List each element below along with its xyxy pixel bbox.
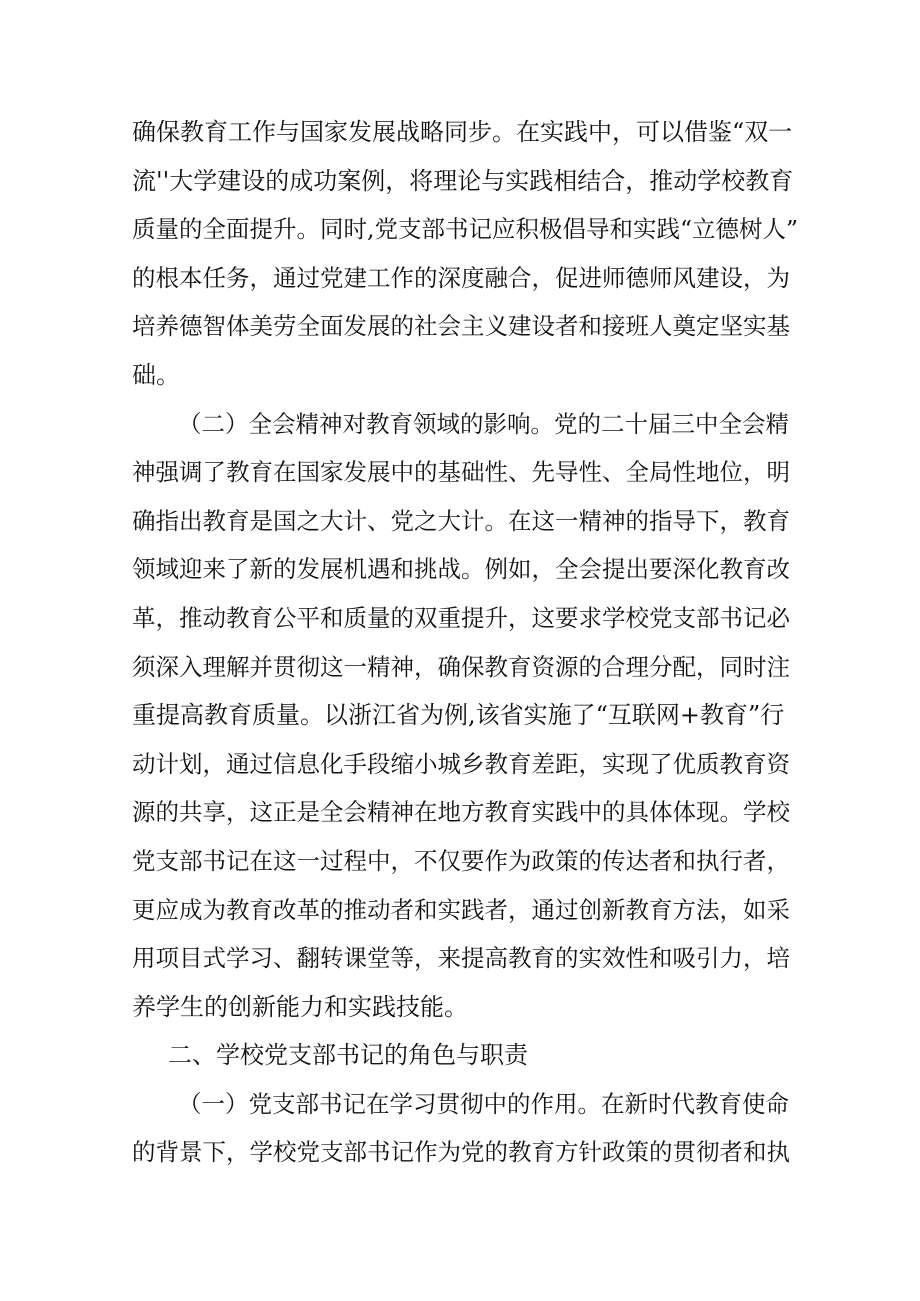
text-line: 养学生的创新能力和实践技能。 [132,992,468,1021]
text-line: 须深入理解并贯彻这一精神，确保教育资源的合理分配，同时注 [132,652,790,681]
text-line: 础。 [132,360,180,389]
text-line: 用项目式学习、翻转课堂等，来提高教育的实效性和吸引力，培 [132,944,790,973]
text-line: 动计划，通过信息化手段缩小城乡教育差距，实现了优质教育资 [132,749,790,778]
text-line: 更应成为教育改革的推动者和实践者，通过创新教育方法，如采 [132,895,790,924]
body-text [132,108,798,1177]
text-line: 确保教育工作与国家发展战略同步。在实践中，可以借鉴“双一 [132,118,793,146]
text-line: 培养德智体美劳全面发展的社会主义建设者和接班人奠定坚实基 [132,312,790,341]
text-line: 的根本任务，通过党建工作的深度融合，促进师德师风建设，为 [132,263,790,292]
text-line: 重提高教育质量。以浙江省为例,该省实施了“互联网+教育”行 [132,701,785,730]
text-line: 质量的全面提升。同时,党支部书记应积极倡导和实践“立德树人” [132,215,798,244]
text-line: 领域迎来了新的发展机遇和挑战。例如，全会提出要深化教育改 [132,555,790,584]
paragraph-start-line: （二）全会精神对教育领域的影响。党的二十届三中全会精 [178,409,789,438]
text-line: 源的共享，这正是全会精神在地方教育实践中的具体体现。学校 [132,798,790,827]
text-line: 流''大学建设的成功案例，将理论与实践相结合，推动学校教育 [132,166,794,195]
text-line: 确指出教育是国之大计、党之大计。在这一精神的指导下，教育 [132,506,790,535]
text-line: 党支部书记在这一过程中，不仅要作为政策的传达者和执行者， [132,846,790,875]
section-heading: 二、学校党支部书记的角色与职责 [168,1041,528,1070]
text-line: 革，推动教育公平和质量的双重提升，这要求学校党支部书记必 [132,603,790,632]
text-line: 的背景下，学校党支部书记作为党的教育方针政策的贯彻者和执 [132,1138,790,1167]
paragraph-start-line: （一）党支部书记在学习贯彻中的作用。在新时代教育使命 [178,1089,789,1118]
text-line: 神强调了教育在国家发展中的基础性、先导性、全局性地位，明 [132,458,790,487]
